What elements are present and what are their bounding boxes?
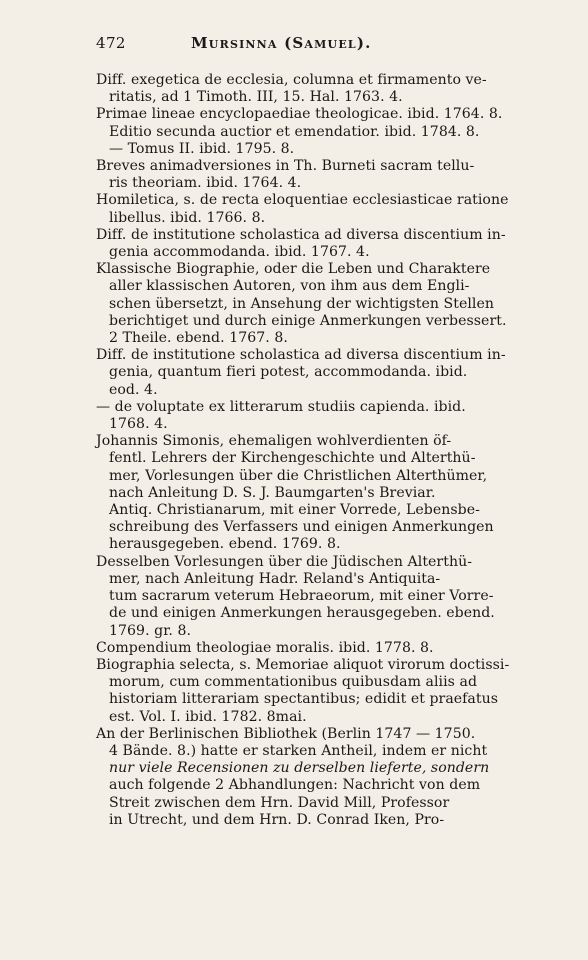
text-line-39: An der Berlinischen Bibliothek (Berlin 1747 — 1750. — [96, 725, 476, 742]
text-line-26: Antiq. Christianarum, mit einer Vorrede, Lebensbe- — [109, 502, 480, 519]
text-line-16: 2 Theile. ebend. 1767. 8. — [109, 330, 288, 347]
text-line-44: in Utrecht, und dem Hrn. D. Conrad Iken, Pro- — [109, 811, 445, 828]
text-line-18: genia, quantum fieri potest, accommodanda. ibid. — [109, 364, 468, 381]
text-line-23: fentl. Lehrers der Kirchengeschichte und Alterthü- — [109, 450, 476, 467]
text-line-6: Breves animadversiones in Th. Burneti sacram tellu- — [96, 158, 475, 175]
text-line-40: 4 Bände. 8.) hatte er starken Antheil, indem er nicht — [109, 742, 488, 759]
running-title: Mursinna (Samuel). — [191, 34, 372, 52]
text-line-5: — Tomus II. ibid. 1795. 8. — [109, 140, 295, 157]
text-line-9: libellus. ibid. 1766. 8. — [109, 209, 266, 226]
text-line-42: auch folgende 2 Abhandlungen: Nachricht von dem — [109, 777, 481, 794]
text-line-4: Editio secunda auctior et emendatior. ibid. 1784. 8. — [109, 123, 480, 140]
text-line-15: berichtiget und durch einige Anmerkungen verbessert. — [109, 312, 507, 329]
text-line-11: genia accommodanda. ibid. 1767. 4. — [109, 244, 370, 261]
text-line-29: Desselben Vorlesungen über die Jüdischen Alterthü- — [96, 553, 473, 570]
text-line-22: Johannis Simonis, ehemaligen wohlverdienten öf- — [96, 433, 452, 450]
text-line-10: Diff. de institutione scholastica ad diversa discentium in- — [96, 226, 506, 243]
text-line-34: Compendium theologiae moralis. ibid. 1778. 8. — [96, 639, 434, 656]
text-line-36: morum, cum commentationibus quibusdam aliis ad — [109, 674, 478, 691]
text-line-33: 1769. gr. 8. — [109, 622, 192, 639]
bibliography-entry-list — [96, 72, 548, 829]
page-number: 472 — [96, 34, 126, 52]
text-line-37: historiam litterariam spectantibus; edidit et praefatus — [109, 691, 499, 708]
text-line-17: Diff. de institutione scholastica ad diversa discentium in- — [96, 347, 506, 364]
text-line-13: aller klassischen Autoren, von ihm aus dem Engli- — [109, 278, 470, 295]
text-line-8: Homiletica, s. de recta eloquentiae ecclesiasticae ratione — [96, 192, 509, 209]
text-line-19: eod. 4. — [109, 381, 158, 398]
page-header — [96, 34, 548, 64]
text-line-35: Biographia selecta, s. Memoriae aliquot virorum doctissi- — [96, 656, 510, 673]
text-line-20: — de voluptate ex litterarum studiis capienda. ibid. — [96, 398, 466, 415]
text-line-14: schen übersetzt, in Ansehung der wichtigsten Stellen — [109, 295, 494, 312]
text-line-1: Diff. exegetica de ecclesia, columna et firmamento ve- — [96, 72, 487, 88]
text-line-41: nur viele Recensionen zu derselben lieferte, sondern — [109, 760, 490, 777]
text-line-21: 1768. 4. — [109, 416, 168, 433]
text-line-32: de und einigen Anmerkungen herausgegeben. ebend. — [109, 605, 495, 622]
text-line-2: ritatis, ad 1 Timoth. III, 15. Hal. 1763. 4. — [109, 89, 403, 106]
text-line-28: herausgegeben. ebend. 1769. 8. — [109, 536, 341, 553]
text-line-12: Klassische Biographie, oder die Leben und Charaktere — [96, 261, 491, 278]
text-line-38: est. Vol. I. ibid. 1782. 8mai. — [109, 708, 307, 725]
text-line-43: Streit zwischen dem Hrn. David Mill, Professor — [109, 794, 450, 811]
text-line-7: ris theoriam. ibid. 1764. 4. — [109, 175, 302, 192]
text-line-31: tum sacrarum veterum Hebraeorum, mit einer Vorre- — [109, 588, 494, 605]
text-line-27: schreibung des Verfassers und einigen Anmerkungen — [109, 519, 494, 536]
text-line-24: mer, Vorlesungen über die Christlichen Alterthümer, — [109, 467, 488, 484]
text-line-30: mer, nach Anleitung Hadr. Reland's Antiquita- — [109, 570, 441, 587]
text-line-25: nach Anleitung D. S. J. Baumgarten's Breviar. — [109, 484, 436, 501]
text-line-3: Primae lineae encyclopaediae theologicae. ibid. 1764. 8. — [96, 106, 503, 123]
